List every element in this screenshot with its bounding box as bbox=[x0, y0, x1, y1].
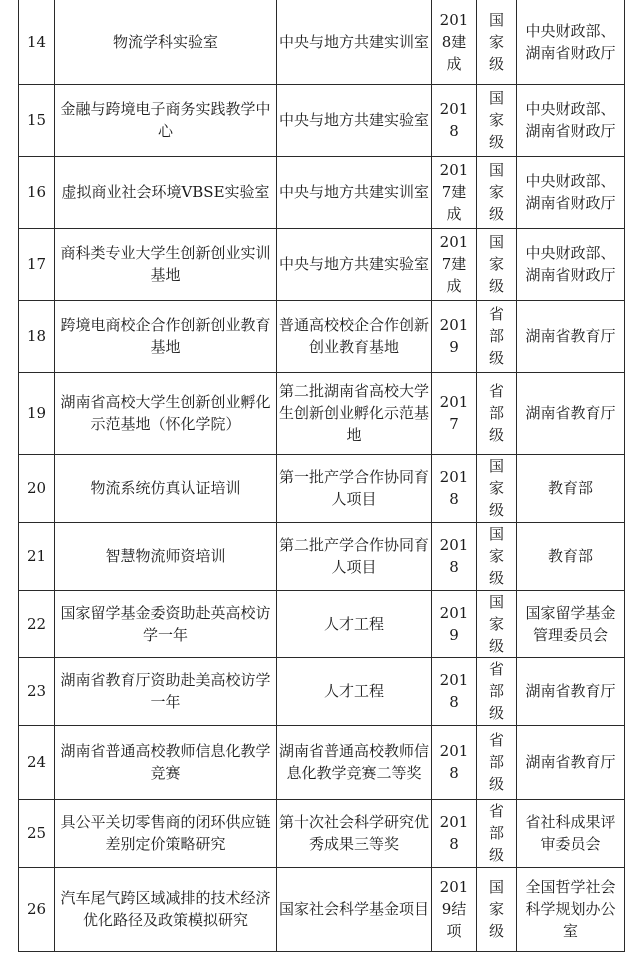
project-name: 物流系统仿真认证培训 bbox=[55, 454, 277, 522]
project-year: 2018 bbox=[439, 671, 469, 711]
row-number: 20 bbox=[19, 454, 55, 522]
project-name: 物流学科实验室 bbox=[55, 0, 277, 84]
project-year: 2018 bbox=[439, 100, 469, 140]
project-type: 普通高校校企合作创新创业教育基地 bbox=[277, 300, 432, 372]
table-row bbox=[19, 522, 625, 590]
table-row bbox=[19, 799, 625, 867]
table-row bbox=[19, 657, 625, 725]
row-number: 25 bbox=[19, 799, 55, 867]
project-type: 中央与地方共建实训室 bbox=[277, 0, 432, 84]
row-number: 23 bbox=[19, 657, 55, 725]
project-department: 省社科成果评审委员会 bbox=[517, 799, 625, 867]
project-name: 金融与跨境电子商务实践教学中心 bbox=[55, 84, 277, 156]
projects-table-body bbox=[19, 0, 625, 951]
project-name: 汽车尾气跨区域减排的技术经济优化路径及政策模拟研究 bbox=[55, 867, 277, 951]
project-level: 省部级 bbox=[489, 731, 505, 793]
projects-table bbox=[18, 0, 625, 952]
row-number: 17 bbox=[19, 228, 55, 300]
table-row bbox=[19, 454, 625, 522]
project-level: 国家级 bbox=[489, 592, 505, 655]
project-type: 湖南省普通高校教师信息化教学竞赛二等奖 bbox=[277, 725, 432, 799]
table-row bbox=[19, 300, 625, 372]
project-level: 省部级 bbox=[489, 660, 505, 722]
project-type: 第二批产学合作协同育人项目 bbox=[277, 522, 432, 590]
project-year: 2018建成 bbox=[439, 10, 469, 73]
project-year: 2018 bbox=[439, 536, 469, 576]
table-row bbox=[19, 867, 625, 951]
project-department: 中央财政部、湖南省财政厅 bbox=[517, 156, 625, 228]
table-row bbox=[19, 0, 625, 84]
project-level: 省部级 bbox=[489, 802, 505, 864]
row-number: 16 bbox=[19, 156, 55, 228]
project-level: 国家级 bbox=[489, 89, 505, 151]
row-number: 15 bbox=[19, 84, 55, 156]
project-name: 具公平关切零售商的闭环供应链差别定价策略研究 bbox=[55, 799, 277, 867]
project-type: 中央与地方共建实验室 bbox=[277, 84, 432, 156]
project-department: 湖南省教育厅 bbox=[517, 300, 625, 372]
project-level: 国家级 bbox=[489, 457, 505, 519]
project-name: 国家留学基金委资助赴英高校访学一年 bbox=[55, 590, 277, 657]
project-type: 第十次社会科学研究优秀成果三等奖 bbox=[277, 799, 432, 867]
project-department: 教育部 bbox=[517, 454, 625, 522]
table-row bbox=[19, 725, 625, 799]
project-department: 中央财政部、湖南省财政厅 bbox=[517, 228, 625, 300]
project-year: 2019结项 bbox=[439, 878, 469, 940]
project-type: 中央与地方共建实训室 bbox=[277, 156, 432, 228]
project-year: 2017 bbox=[439, 393, 469, 433]
project-name: 商科类专业大学生创新创业实训基地 bbox=[55, 228, 277, 300]
project-year: 2018 bbox=[439, 468, 469, 508]
row-number: 14 bbox=[19, 0, 55, 84]
project-type: 中央与地方共建实验室 bbox=[277, 228, 432, 300]
project-department: 国家留学基金管理委员会 bbox=[517, 590, 625, 657]
project-department: 湖南省教育厅 bbox=[517, 372, 625, 454]
table-row bbox=[19, 84, 625, 156]
row-number: 21 bbox=[19, 522, 55, 590]
project-department: 湖南省教育厅 bbox=[517, 657, 625, 725]
project-name: 虚拟商业社会环境VBSE实验室 bbox=[55, 156, 277, 228]
project-name: 智慧物流师资培训 bbox=[55, 522, 277, 590]
project-department: 中央财政部、湖南省财政厅 bbox=[517, 84, 625, 156]
project-name: 湖南省高校大学生创新创业孵化示范基地（怀化学院） bbox=[55, 372, 277, 454]
table-row bbox=[19, 156, 625, 228]
project-department: 湖南省教育厅 bbox=[517, 725, 625, 799]
row-number: 18 bbox=[19, 300, 55, 372]
project-name: 湖南省教育厅资助赴美高校访学一年 bbox=[55, 657, 277, 725]
project-name: 跨境电商校企合作创新创业教育基地 bbox=[55, 300, 277, 372]
project-year: 2018 bbox=[439, 813, 469, 853]
row-number: 24 bbox=[19, 725, 55, 799]
project-name: 湖南省普通高校教师信息化教学竞赛 bbox=[55, 725, 277, 799]
row-number: 22 bbox=[19, 590, 55, 657]
project-year: 2019 bbox=[439, 316, 469, 356]
project-year: 2017建成 bbox=[439, 161, 469, 223]
project-level: 国家级 bbox=[489, 878, 505, 940]
row-number: 19 bbox=[19, 372, 55, 454]
project-level: 国家级 bbox=[489, 161, 505, 223]
project-department: 中央财政部、湖南省财政厅 bbox=[517, 0, 625, 84]
table-row bbox=[19, 590, 625, 657]
project-level: 国家级 bbox=[489, 10, 505, 73]
row-number: 26 bbox=[19, 867, 55, 951]
project-level: 国家级 bbox=[489, 525, 505, 587]
project-department: 教育部 bbox=[517, 522, 625, 590]
project-year: 2019 bbox=[439, 603, 469, 644]
table-row bbox=[19, 228, 625, 300]
project-level: 国家级 bbox=[489, 233, 505, 295]
project-level: 省部级 bbox=[489, 305, 505, 367]
project-type: 人才工程 bbox=[277, 590, 432, 657]
project-department: 全国哲学社会科学规划办公室 bbox=[517, 867, 625, 951]
project-type: 国家社会科学基金项目 bbox=[277, 867, 432, 951]
project-type: 人才工程 bbox=[277, 657, 432, 725]
project-year: 2018 bbox=[439, 742, 469, 782]
project-level: 省部级 bbox=[489, 382, 505, 444]
project-year: 2017建成 bbox=[439, 233, 469, 295]
table-row bbox=[19, 372, 625, 454]
project-type: 第二批湖南省高校大学生创新创业孵化示范基地 bbox=[277, 372, 432, 454]
project-type: 第一批产学合作协同育人项目 bbox=[277, 454, 432, 522]
